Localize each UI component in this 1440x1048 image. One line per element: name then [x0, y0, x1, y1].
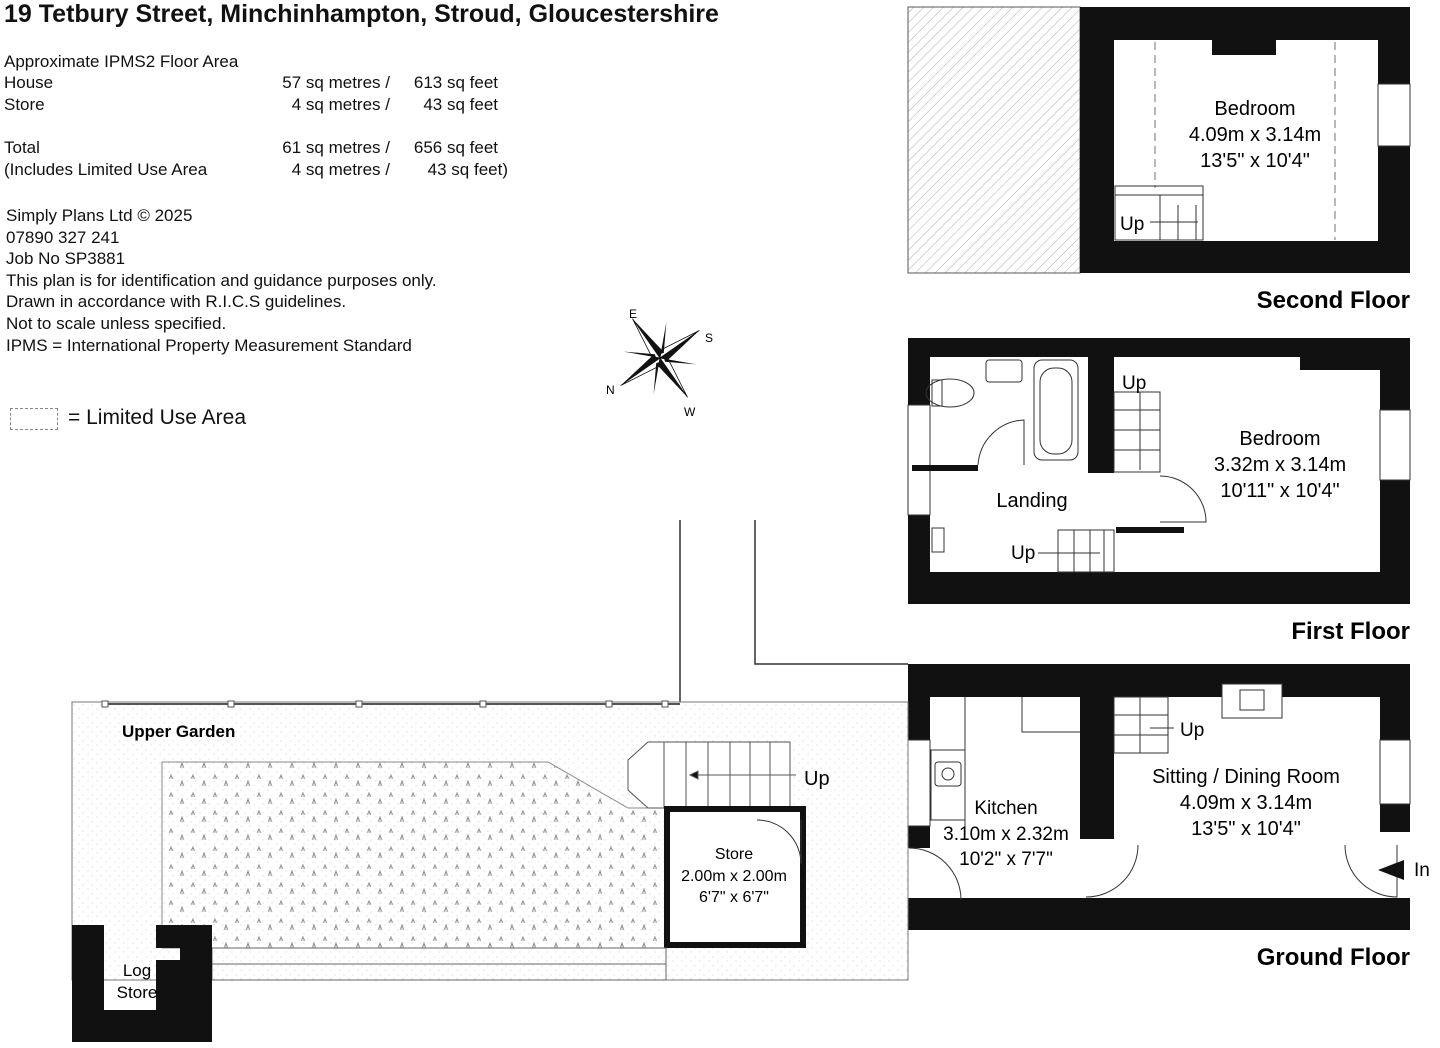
window	[1380, 410, 1410, 480]
window	[908, 740, 930, 826]
store-imperial: 6'7" x 6'7"	[699, 889, 769, 906]
log-store-label: Log	[122, 961, 152, 980]
second-bedroom-imperial: 13'5" x 10'4"	[1200, 150, 1310, 172]
kitchen-metric: 3.10m x 2.32m	[943, 824, 1069, 845]
compass-e-label: E	[629, 307, 638, 321]
first-bedroom-imperial: 10'11" x 10'4"	[1220, 480, 1340, 502]
first-floor-plan	[908, 338, 1410, 604]
area-label: House	[4, 73, 54, 92]
sitting-room-imperial: 13'5" x 10'4"	[1191, 818, 1301, 840]
first-stairs-up-bottom: Up	[1011, 543, 1036, 564]
sitting-room-name: Sitting / Dining Room	[1152, 766, 1340, 788]
second-stairs-up-label: Up	[1120, 214, 1145, 235]
second-floor-label: Second Floor	[1256, 287, 1410, 314]
compass-rose-icon	[593, 291, 727, 425]
note-copyright: Simply Plans Ltd © 2025	[6, 206, 193, 225]
lawn	[162, 762, 666, 948]
garden-plan	[72, 520, 908, 1042]
garden-steps	[628, 742, 796, 808]
area-label: Store	[4, 95, 45, 114]
ground-floor-walls	[908, 664, 1410, 930]
first-stairs-up-top: Up	[1122, 373, 1147, 394]
log-store-label: Store	[116, 983, 158, 1002]
bathroom-fittings	[926, 360, 1206, 552]
note-rics: Drawn in accordance with R.I.C.S guidelines.	[6, 292, 347, 312]
fireplace	[1222, 684, 1282, 718]
area-feet: 656 sq feet	[413, 138, 498, 157]
window	[1378, 84, 1410, 146]
boundary-line	[755, 520, 908, 664]
second-bedroom-name: Bedroom	[1214, 98, 1296, 120]
area-feet: 613 sq feet	[413, 73, 498, 92]
area-metres: 61 sq metres /	[282, 138, 390, 157]
window	[908, 405, 930, 515]
entrance-label: In	[1414, 860, 1430, 881]
area-metres: 57 sq metres /	[282, 73, 390, 92]
note-guidance: This plan is for identification and guidance purposes only.	[6, 270, 437, 290]
note-scale: Not to scale unless specified.	[6, 313, 227, 333]
first-bedroom-metric: 3.32m x 3.14m	[1213, 454, 1347, 476]
partition-wall	[1088, 357, 1114, 473]
note-phone: 07890 327 241	[6, 227, 120, 247]
second-floor-plan	[908, 7, 1410, 273]
page-title: 19 Tetbury Street, Minchinhampton, Stroud, Gloucestershire	[4, 0, 719, 28]
ground-floor-plan	[908, 664, 1430, 930]
sitting-room-metric: 4.09m x 3.14m	[1179, 792, 1313, 814]
store-metric: 2.00m x 2.00m	[681, 868, 787, 885]
upper-garden-label: Upper Garden	[122, 722, 236, 741]
area-feet: 43 sq feet	[423, 95, 498, 114]
area-label: Total	[4, 138, 40, 157]
void-hatched-area	[908, 7, 1080, 273]
kitchen-name: Kitchen	[974, 798, 1038, 819]
limited-use-legend: = Limited Use Area	[68, 406, 247, 429]
area-metres: 4 sq metres /	[291, 160, 390, 179]
compass-w-label: W	[684, 405, 696, 419]
partition-wall	[1080, 697, 1114, 839]
ground-floor-label: Ground Floor	[1256, 944, 1410, 971]
note-ipms: IPMS = International Property Measurement Standard	[6, 335, 412, 355]
second-bedroom-metric: 4.09m x 3.14m	[1188, 124, 1322, 146]
ground-stairs-up-label: Up	[1180, 720, 1205, 741]
first-bedroom-name: Bedroom	[1239, 428, 1321, 450]
compass-n-label: N	[606, 383, 615, 397]
note-job: Job No SP3881	[6, 249, 126, 269]
garden-steps-up-label: Up	[804, 768, 830, 790]
kitchen-imperial: 10'2" x 7'7"	[959, 849, 1053, 870]
store-name: Store	[714, 846, 754, 863]
compass-s-label: S	[705, 331, 714, 345]
area-heading: Approximate IPMS2 Floor Area	[4, 52, 239, 71]
landing-label: Landing	[996, 490, 1068, 512]
chimney-breast	[1212, 40, 1276, 55]
area-label: (Includes Limited Use Area	[4, 160, 208, 179]
ground-floor-stairs	[1114, 697, 1174, 753]
area-metres: 4 sq metres /	[291, 95, 390, 114]
window	[1380, 740, 1410, 804]
first-floor-label: First Floor	[1291, 618, 1410, 645]
area-feet: 43 sq feet)	[427, 160, 508, 179]
